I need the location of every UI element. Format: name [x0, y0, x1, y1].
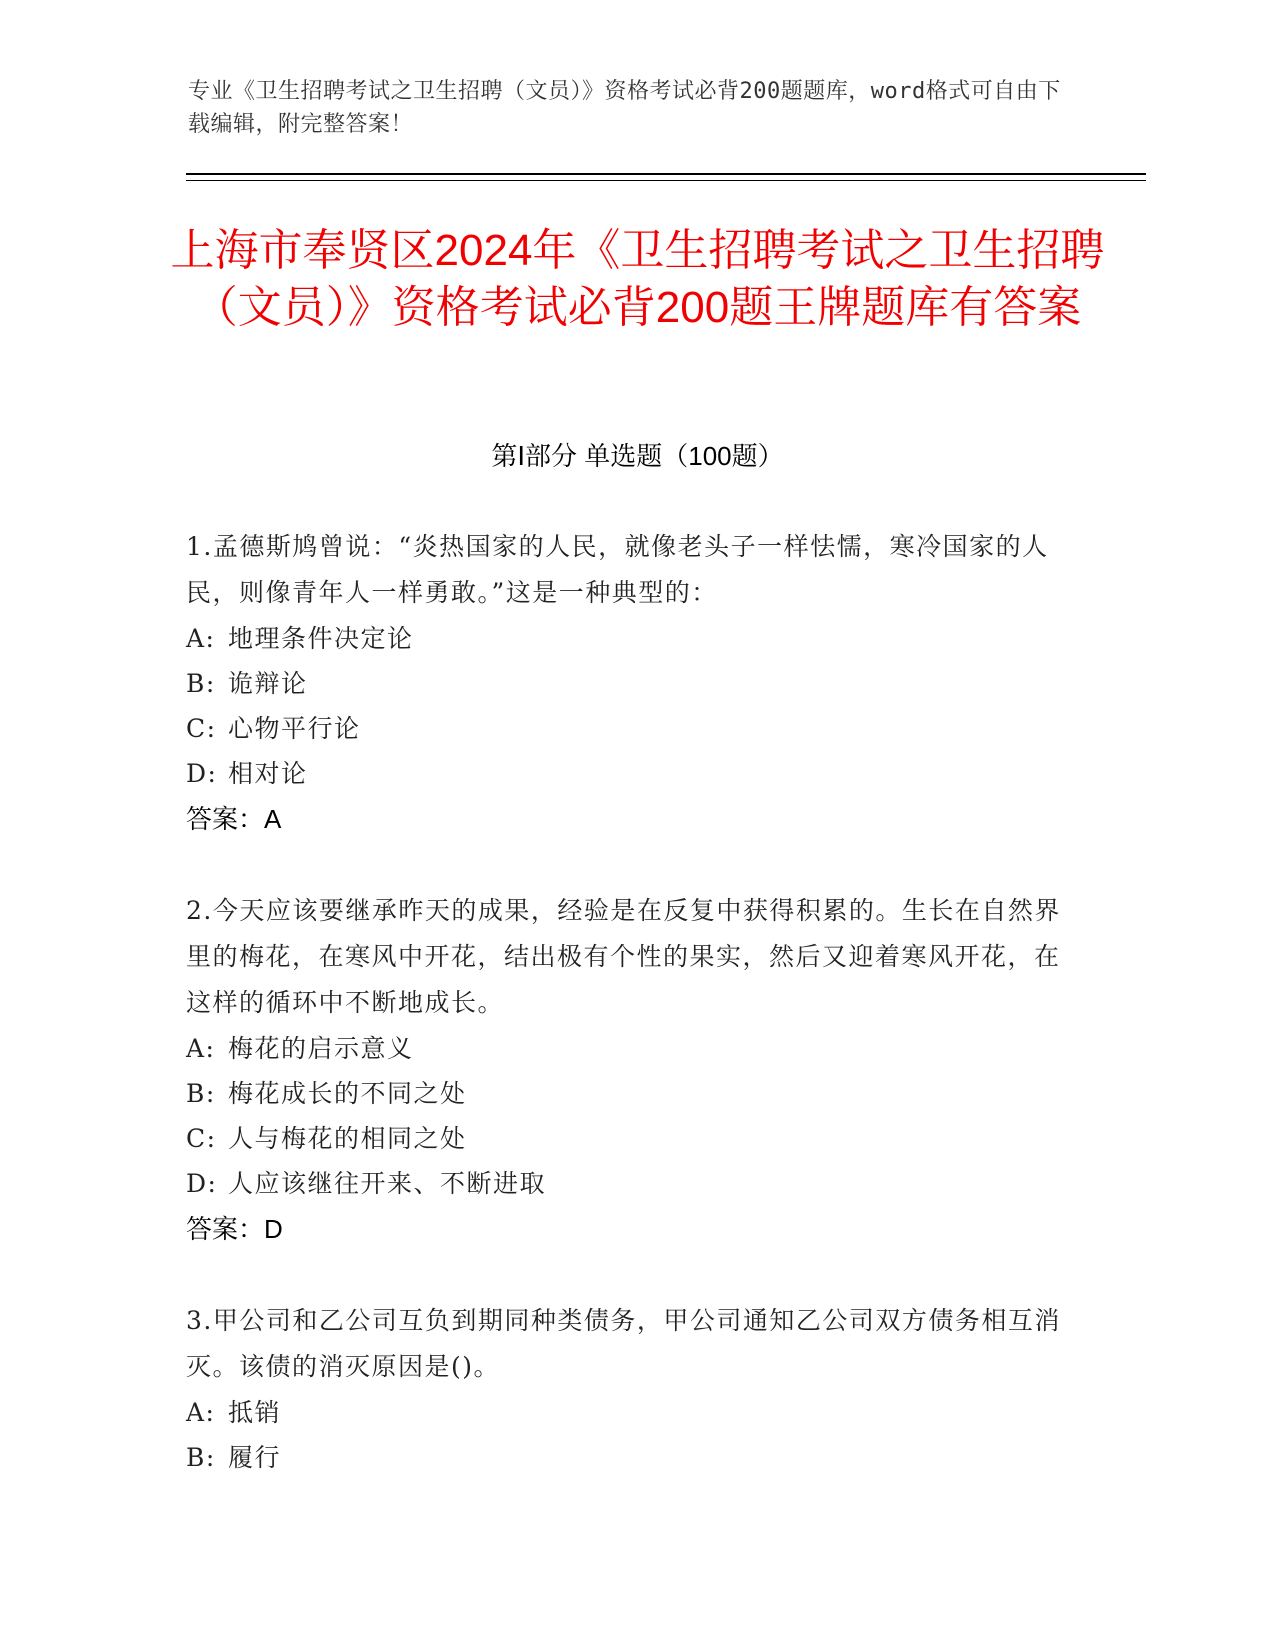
header-note: 专业《卫生招聘考试之卫生招聘（文员）》资格考试必背200题题库，word格式可自由下载编辑，附完整答案！ — [188, 79, 1061, 137]
question-2 — [186, 888, 1066, 1252]
option-d — [186, 751, 1066, 796]
question-stem: 2.今天应该要继承昨天的成果，经验是在反复中获得积累的。生长在自然界里的梅花，在寒风中开花，结出极有个性的果实，然后又迎着寒风开花，在这样的循环中不断地成长。 — [186, 896, 1061, 1017]
option-d — [186, 1161, 1066, 1206]
option-text: 地理条件决定论 — [228, 624, 414, 653]
option-b — [186, 1435, 1066, 1480]
option-text: 梅花的启示意义 — [228, 1034, 414, 1063]
option-text: 心物平行论 — [228, 714, 361, 743]
option-text: 相对论 — [228, 759, 308, 788]
answer-line: 答案：D — [186, 1214, 283, 1244]
question-3 — [186, 1298, 1066, 1480]
option-b — [186, 661, 1066, 706]
option-b — [186, 1071, 1066, 1116]
option-key: B: — [186, 1079, 216, 1108]
answer-line: 答案：A — [186, 804, 282, 834]
option-key: A: — [186, 1398, 216, 1427]
option-key: C: — [186, 714, 217, 743]
header-rule-thin — [186, 180, 1146, 181]
option-text: 人应该继往开来、不断进取 — [228, 1169, 547, 1198]
option-a — [186, 1026, 1066, 1071]
question-list — [186, 524, 1066, 1526]
section-heading: 第Ⅰ部分 单选题（100题） — [491, 441, 784, 471]
option-text: 人与梅花的相同之处 — [228, 1124, 467, 1153]
option-a — [186, 616, 1066, 661]
question-stem: 3.甲公司和乙公司互负到期同种类债务，甲公司通知乙公司双方债务相互消灭。该债的消灭原因是()。 — [186, 1306, 1061, 1381]
document-title: 上海市奉贤区2024年《卫生招聘考试之卫生招聘（文员）》资格考试必背200题王牌题库有答案 — [170, 226, 1105, 332]
option-text: 梅花成长的不同之处 — [228, 1079, 467, 1108]
option-key: A: — [186, 1034, 216, 1063]
question-stem: 1.孟德斯鸠曾说：“炎热国家的人民，就像老头子一样怯懦，寒冷国家的人民，则像青年人一样勇敢。”这是一种典型的： — [186, 532, 1049, 607]
option-c — [186, 706, 1066, 751]
question-1 — [186, 524, 1066, 842]
option-key: D: — [186, 1169, 218, 1198]
option-key: C: — [186, 1124, 217, 1153]
option-text: 履行 — [228, 1443, 282, 1472]
option-text: 抵销 — [228, 1398, 282, 1427]
option-a — [186, 1390, 1066, 1435]
option-key: B: — [186, 669, 216, 698]
option-text: 诡辩论 — [228, 669, 308, 698]
option-key: B: — [186, 1443, 216, 1472]
header-rule-thick — [186, 173, 1146, 175]
option-key: D: — [186, 759, 218, 788]
option-key: A: — [186, 624, 216, 653]
option-c — [186, 1116, 1066, 1161]
